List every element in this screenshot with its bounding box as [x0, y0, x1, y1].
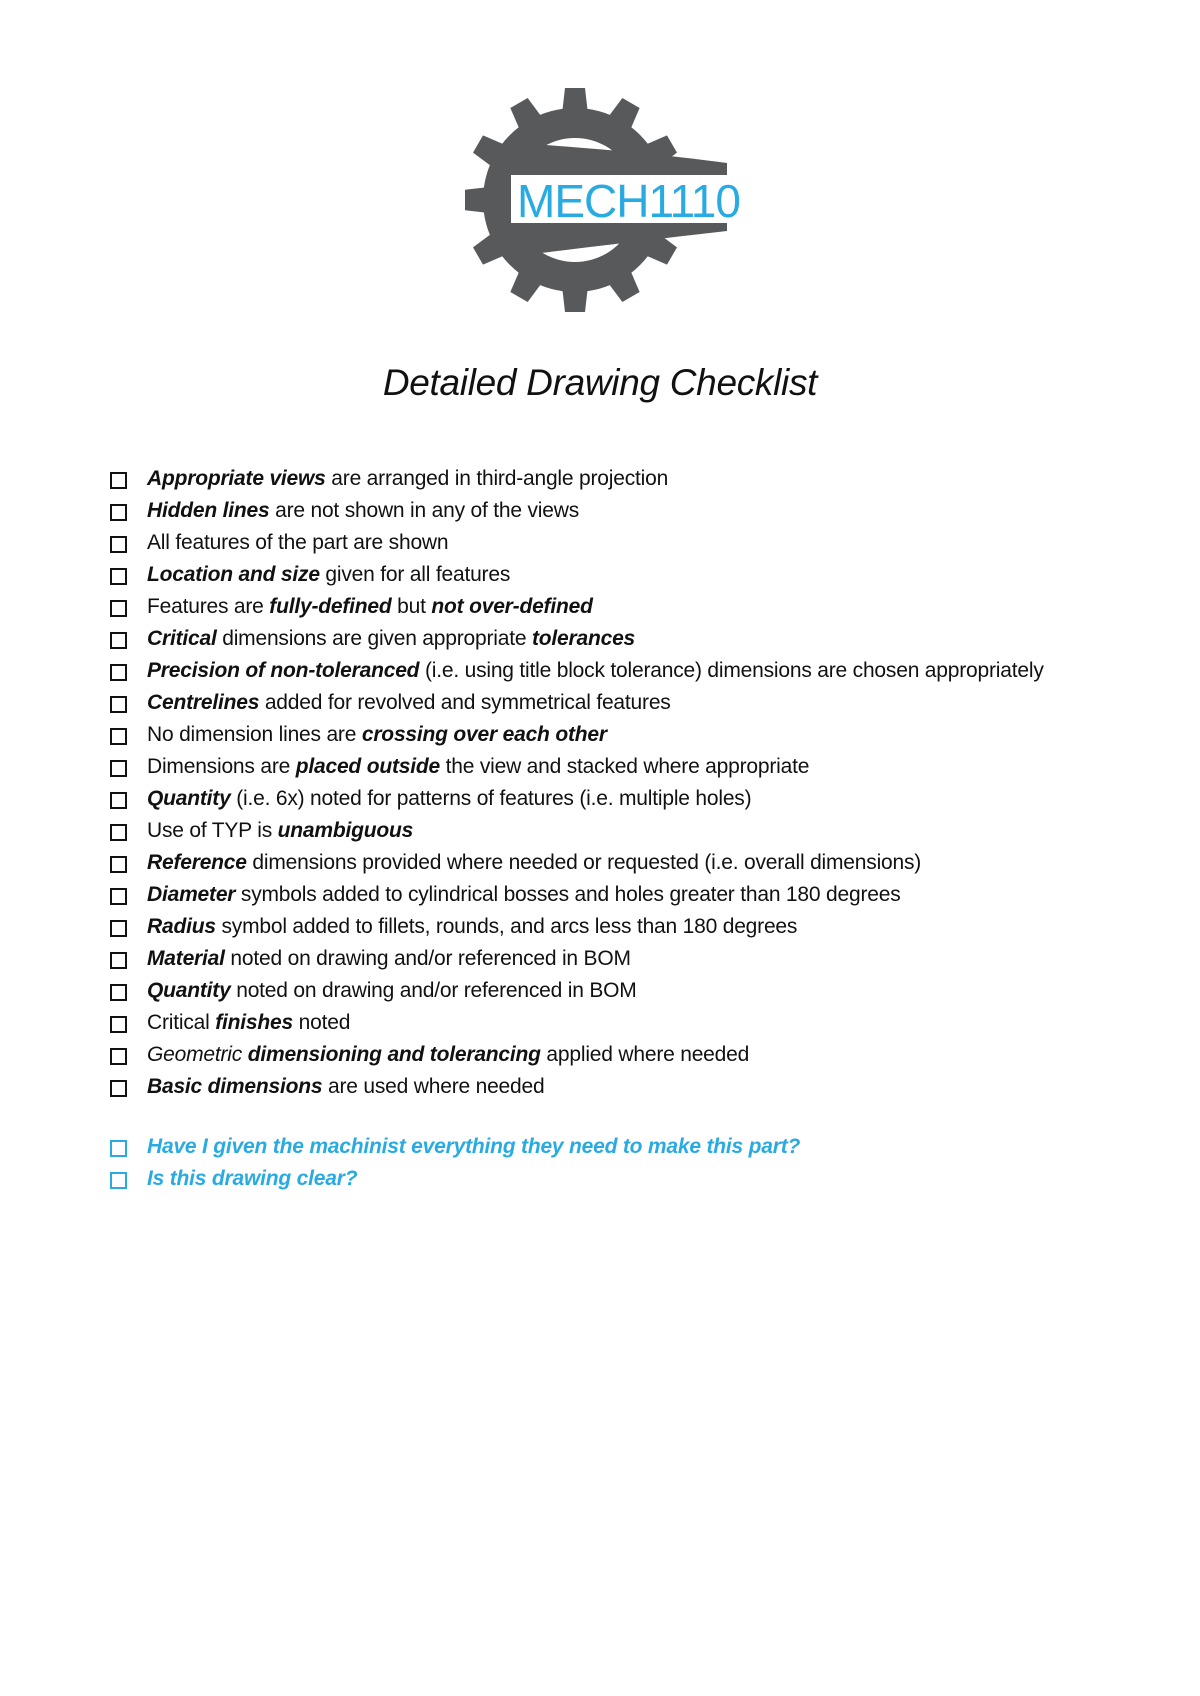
checklist-text: noted on drawing and/or referenced in BOM — [224, 947, 631, 970]
checkbox[interactable] — [110, 536, 127, 553]
checkbox[interactable] — [110, 792, 127, 809]
checklist-text: are arranged in third-angle projection — [325, 467, 669, 490]
question-text: Is this drawing clear? — [147, 1167, 358, 1190]
checklist-item — [110, 1071, 1044, 1103]
checkbox[interactable] — [110, 760, 127, 777]
checkbox[interactable] — [110, 696, 127, 713]
checklist-text: Use of TYP is — [147, 819, 278, 842]
checklist-text: All features of the part are shown — [147, 531, 449, 554]
logo-text: MECH1110 — [517, 175, 740, 227]
checklist-item — [110, 911, 1044, 943]
checklist-text: noted — [292, 1011, 351, 1034]
checklist-text: symbol added to fillets, rounds, and arcs less than 180 degrees — [215, 915, 798, 938]
checkbox[interactable] — [110, 1140, 127, 1157]
checklist-text: Geometric — [147, 1043, 248, 1066]
checklist-text: not over-defined — [431, 595, 593, 618]
checklist-text: are used where needed — [322, 1075, 545, 1098]
checklist-text: tolerances — [531, 627, 636, 650]
checklist-text: fully-defined — [269, 595, 392, 618]
checklist-text: noted on drawing and/or referenced in BOM — [230, 979, 637, 1002]
final-questions-checklist — [110, 1131, 800, 1195]
checklist-item — [110, 1007, 1044, 1039]
checkbox[interactable] — [110, 632, 127, 649]
checklist-item — [110, 655, 1044, 687]
checklist-text: Diameter — [147, 883, 236, 906]
checklist-item — [110, 495, 1044, 527]
drawing-checklist — [110, 463, 1044, 1103]
checklist-text: crossing over each other — [361, 723, 607, 746]
checkbox[interactable] — [110, 824, 127, 841]
checkbox[interactable] — [110, 664, 127, 681]
mech1110-logo — [465, 85, 785, 315]
checklist-item — [110, 687, 1044, 719]
checklist-item — [110, 591, 1044, 623]
checklist-item — [110, 879, 1044, 911]
checklist-text: placed outside — [295, 755, 440, 778]
checkbox[interactable] — [110, 856, 127, 873]
checkbox[interactable] — [110, 1172, 127, 1189]
checklist-text: Appropriate views — [147, 467, 326, 490]
checklist-item — [110, 815, 1044, 847]
checkbox[interactable] — [110, 952, 127, 969]
checkbox[interactable] — [110, 504, 127, 521]
checklist-text: Hidden lines — [147, 499, 270, 522]
checklist-text: the view and stacked where appropriate — [439, 755, 810, 778]
page-title: Detailed Drawing Checklist — [382, 362, 818, 403]
checklist-text: unambiguous — [277, 819, 414, 842]
checklist-item — [110, 527, 1044, 559]
checklist-text: Quantity — [147, 787, 231, 810]
checklist-text: dimensions are given appropriate — [216, 627, 532, 650]
checklist-text: but — [391, 595, 432, 618]
question-item — [110, 1163, 800, 1195]
checklist-text: given for all features — [319, 563, 511, 586]
checklist-text: (i.e. using title block tolerance) dimensions are chosen appropriately — [419, 659, 1044, 682]
checkbox[interactable] — [110, 1048, 127, 1065]
checklist-item — [110, 463, 1044, 495]
checklist-item — [110, 719, 1044, 751]
checklist-text: Dimensions are — [147, 755, 296, 778]
checklist-text: Reference — [147, 851, 247, 874]
checklist-item — [110, 623, 1044, 655]
checkbox[interactable] — [110, 1080, 127, 1097]
checklist-item — [110, 847, 1044, 879]
checklist-text: are not shown in any of the views — [269, 499, 579, 522]
checkbox[interactable] — [110, 472, 127, 489]
checklist-text: Features are — [147, 595, 270, 618]
checkbox[interactable] — [110, 984, 127, 1001]
checkbox[interactable] — [110, 888, 127, 905]
checklist-text: Quantity — [147, 979, 231, 1002]
checklist-text: No dimension lines are — [147, 723, 362, 746]
checklist-text: symbols added to cylindrical bosses and holes greater than 180 degrees — [235, 883, 901, 906]
checklist-text: Radius — [147, 915, 216, 938]
checklist-item — [110, 975, 1044, 1007]
checklist-text: (i.e. 6x) noted for patterns of features (i.e. multiple holes) — [230, 787, 752, 810]
checkbox[interactable] — [110, 920, 127, 937]
checklist-text: Basic dimensions — [147, 1075, 323, 1098]
checklist-item — [110, 1039, 1044, 1071]
checklist-text: Centrelines — [147, 691, 260, 714]
checklist-text: dimensioning and tolerancing — [247, 1043, 541, 1066]
checklist-item — [110, 783, 1044, 815]
checklist-text: dimensions provided where needed or requested (i.e. overall dimensions) — [246, 851, 922, 874]
checkbox[interactable] — [110, 1016, 127, 1033]
checkbox[interactable] — [110, 728, 127, 745]
checklist-text: applied where needed — [540, 1043, 750, 1066]
checklist-text: added for revolved and symmetrical features — [259, 691, 671, 714]
checklist-item — [110, 559, 1044, 591]
question-text: Have I given the machinist everything they need to make this part? — [147, 1135, 801, 1158]
checklist-text: Precision of non-toleranced — [147, 659, 420, 682]
checklist-text: finishes — [215, 1011, 293, 1034]
checklist-text: Material — [147, 947, 225, 970]
question-item — [110, 1131, 800, 1163]
checklist-text: Location and size — [147, 563, 320, 586]
checklist-text: Critical — [147, 1011, 216, 1034]
checklist-item — [110, 943, 1044, 975]
checklist-item — [110, 751, 1044, 783]
checkbox[interactable] — [110, 568, 127, 585]
checkbox[interactable] — [110, 600, 127, 617]
checklist-text: Critical — [147, 627, 217, 650]
